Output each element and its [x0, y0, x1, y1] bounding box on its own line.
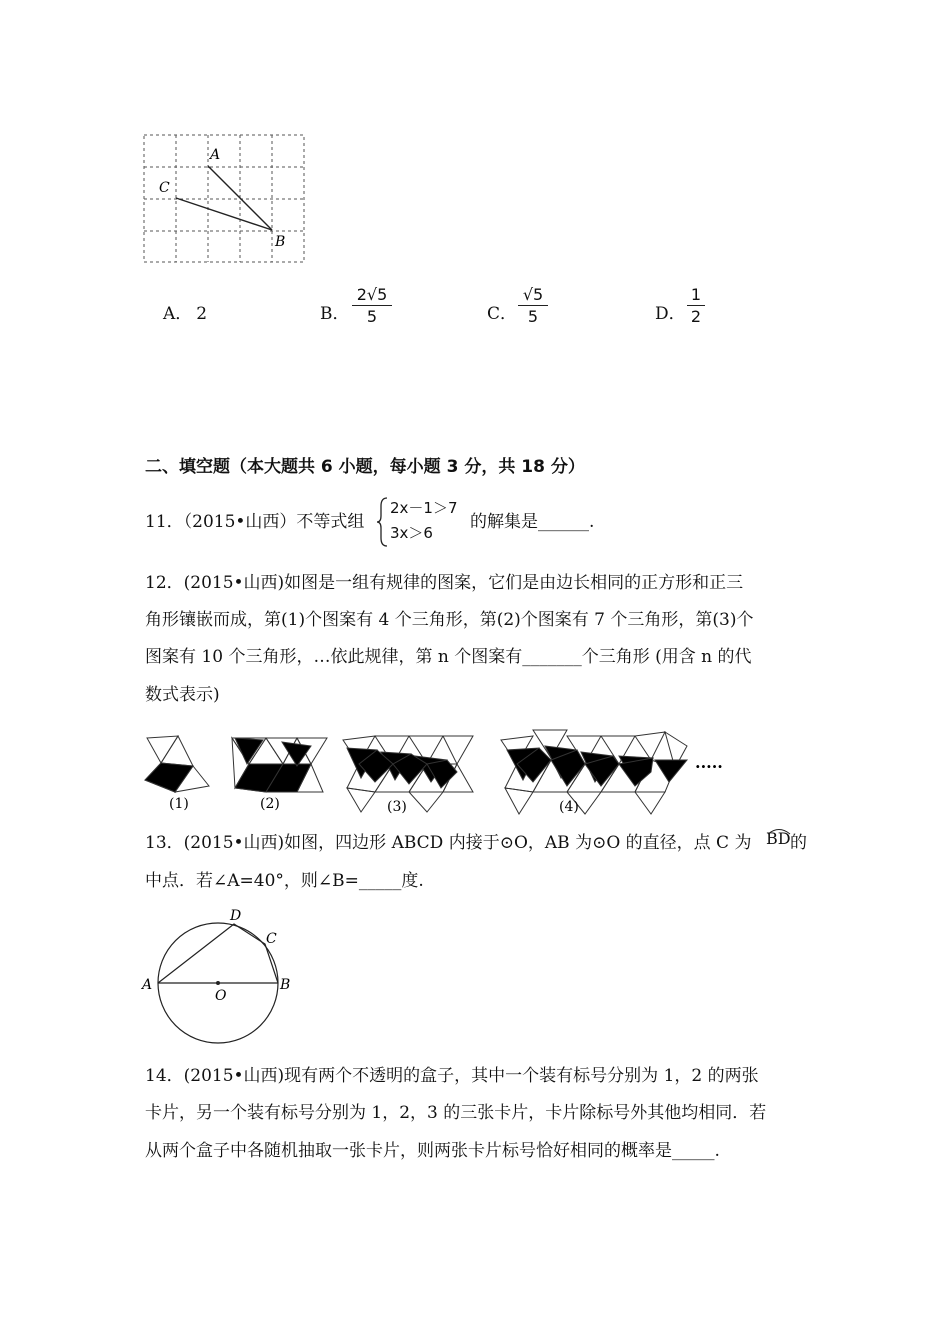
pattern-4-label: (4): [559, 799, 579, 815]
point-c-label: C: [159, 180, 170, 196]
point-a-label: A: [210, 147, 221, 163]
pattern-3: [343, 736, 473, 812]
label-b: B: [280, 977, 291, 993]
q11-system: [390, 496, 458, 546]
segment-cb: [176, 198, 272, 230]
option-d-fraction: 1 2: [687, 285, 705, 326]
option-c-fraction: √5 5: [518, 285, 548, 326]
section-heading: 二、填空题（本大题共 6 小题，每小题 3 分，共 18 分）: [145, 457, 585, 477]
q14-line-2: 卡片，另一个装有标号分别为 1，2，3 的三张卡片，卡片除标号外其他均相同．若: [145, 1103, 767, 1123]
q12-line-1: 12．(2015•山西)如图是一组有规律的图案，它们是由边长相同的正方形和正三: [145, 573, 744, 593]
pattern-4: [501, 730, 687, 814]
inequality-2: 3x＞6: [390, 524, 433, 542]
label-c: C: [266, 931, 277, 947]
q13-line-1b: 的: [790, 833, 807, 853]
q11-prefix: 11．（2015•山西）不等式组: [145, 512, 365, 532]
inequality-1: 2x－1＞7: [390, 499, 458, 517]
pattern-figures: [135, 720, 723, 820]
continuation-dots: ·····: [695, 757, 723, 776]
arc-bd: BD: [766, 827, 791, 851]
label-d: D: [230, 908, 242, 924]
pattern-1: [145, 736, 209, 792]
arc-mark-icon: [766, 825, 792, 835]
label-a: A: [142, 977, 153, 993]
grid-figure: [135, 128, 315, 268]
pattern-2-label: (2): [260, 796, 280, 812]
pattern-2: [232, 738, 327, 792]
option-b-letter: B．: [320, 304, 350, 324]
option-d-letter: D．: [655, 304, 686, 324]
point-b-label: B: [275, 234, 286, 250]
option-b-fraction: 2√5 5: [352, 285, 392, 326]
q14-line-3: 从两个盒子中各随机抽取一张卡片，则两张卡片标号恰好相同的概率是_____.: [145, 1141, 720, 1161]
label-o: O: [215, 988, 227, 1004]
option-c-letter: C．: [487, 304, 518, 324]
pattern-3-label: (3): [387, 799, 407, 815]
circle-figure: [138, 905, 298, 1045]
q12-line-4: 数式表示): [145, 685, 220, 705]
q14-line-1: 14．(2015•山西)现有两个不透明的盒子，其中一个装有标号分别为 1，2 的两张: [145, 1066, 759, 1086]
brace-icon: [375, 496, 389, 548]
q13-line-2: 中点．若∠A=40°，则∠B=_____度.: [145, 871, 424, 891]
q13-line-1a: 13．(2015•山西)如图，四边形 ABCD 内接于⊙O，AB 为⊙O 的直径，点 C 为: [145, 833, 752, 853]
q12-line-2: 角形镶嵌而成，第(1)个图案有 4 个三角形，第(2)个图案有 7 个三角形，第(3)个: [145, 610, 754, 630]
quadrilateral-abcd: [158, 924, 278, 983]
q12-line-3: 图案有 10 个三角形，…依此规律，第 n 个图案有_______个三角形 (用含 n 的代: [145, 647, 752, 667]
option-a: A． 2: [163, 304, 208, 324]
pattern-1-label: (1): [169, 796, 189, 812]
q11-suffix: 的解集是______.: [470, 512, 595, 532]
